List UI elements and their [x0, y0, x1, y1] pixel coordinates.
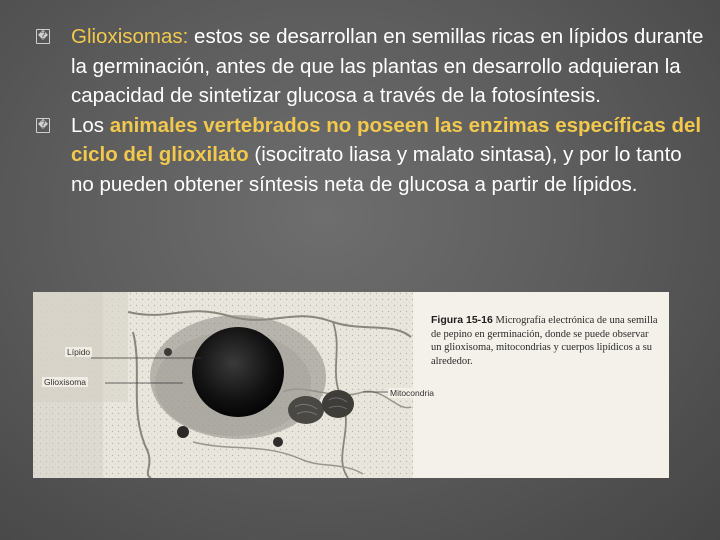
bullet-text: estos se desarrollan en semillas ricas en lípidos durante la germinación, antes de que las plantas en desarrollo adquieran la capacidad de sintetizar glucosa a través de la fotosíntesis.: [71, 25, 704, 108]
bullet-marker-icon: �: [37, 119, 49, 131]
bullet-marker-icon: �: [37, 31, 49, 42]
bullet-prefix: Los: [71, 113, 110, 137]
caption-title: Figura 15-16: [431, 314, 493, 326]
micrograph-image: [33, 292, 413, 478]
bullet-suffix: (isocitrato liasa y malato sintasa), y por lo tanto no pueden obtener síntesis neta de glucosa a partir de lípidos.: [71, 143, 682, 196]
micrograph-figure: [33, 292, 669, 478]
figure-caption: [431, 314, 661, 368]
bullet-term: Glioxisomas:: [71, 25, 189, 48]
bullet-emphasis: animales vertebrados no poseen las enzimas específicas del ciclo del glioxilato: [71, 113, 702, 167]
label-lipido: Lípido: [67, 347, 91, 357]
bullet-glioxisomas: [36, 22, 706, 111]
label-mitocondria: Mitocondria: [390, 388, 434, 398]
bullet-vertebrados: [36, 111, 706, 200]
bullet-list: [36, 22, 706, 200]
caption-text: Micrografía electrónica de una semilla de pepino en germinación, donde se puede observar un glioxisoma, mitocondrias y cuerpos lipídicos a su alrededor.: [431, 315, 658, 367]
label-glioxisoma: Glioxisoma: [44, 377, 87, 387]
